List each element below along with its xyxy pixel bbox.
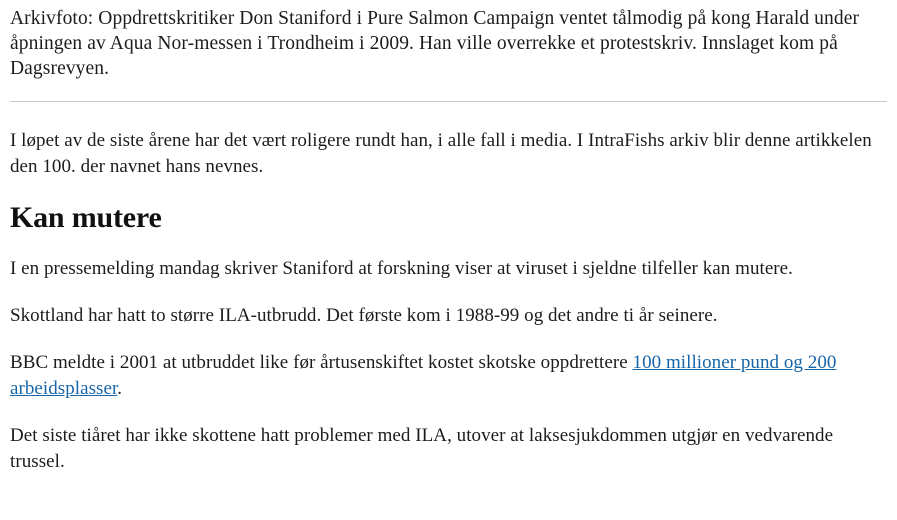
spacer [10,329,887,350]
bbc-text-before: BBC meldte i 2001 at utbruddet like før årtusenskiftet kostet skotske oppdrettere [10,352,633,373]
paragraph-last-decade: Det siste tiåret har ikke skottene hatt problemer med ILA, utover at laksesjukdommen utgjør en vedvarende trussel. [10,425,834,472]
spacer [10,282,887,303]
paragraph-press-release: I en pressemelding mandag skriver Staniford at forskning viser at viruset i sjeldne tilfeller kan mutere. [10,258,793,279]
bbc-text-after: . [117,378,123,399]
section-heading-kan-mutere: Kan mutere [10,201,162,234]
spacer [10,235,887,256]
image-caption-block [10,0,887,83]
spacer [10,180,887,201]
bbc-cost-link[interactable]: 100 millioner pund og 200 arbeidsplasser [10,352,837,399]
paragraph-outbreaks: Skottland har hatt to større ILA-utbrudd. Det første kom i 1988-99 og det andre ti år seinere. [10,305,718,326]
paragraph-archive-count: I løpet av de siste årene har det vært roligere rundt han, i alle fall i media. I IntraFishs arkiv blir denne artikkelen den 100. der navnet hans nevnes. [10,130,872,177]
paragraph-bbc [10,350,887,402]
image-caption: Arkivfoto: Oppdrettskritiker Don Staniford i Pure Salmon Campaign ventet tålmodig på kong Harald under åpningen av Aqua Nor-messen i Trondheim i 2009. Han ville overrekke et protestskriv. Innslaget kom på Dagsrevyen. [10,8,860,79]
spacer [10,402,887,423]
spacer [10,102,887,128]
